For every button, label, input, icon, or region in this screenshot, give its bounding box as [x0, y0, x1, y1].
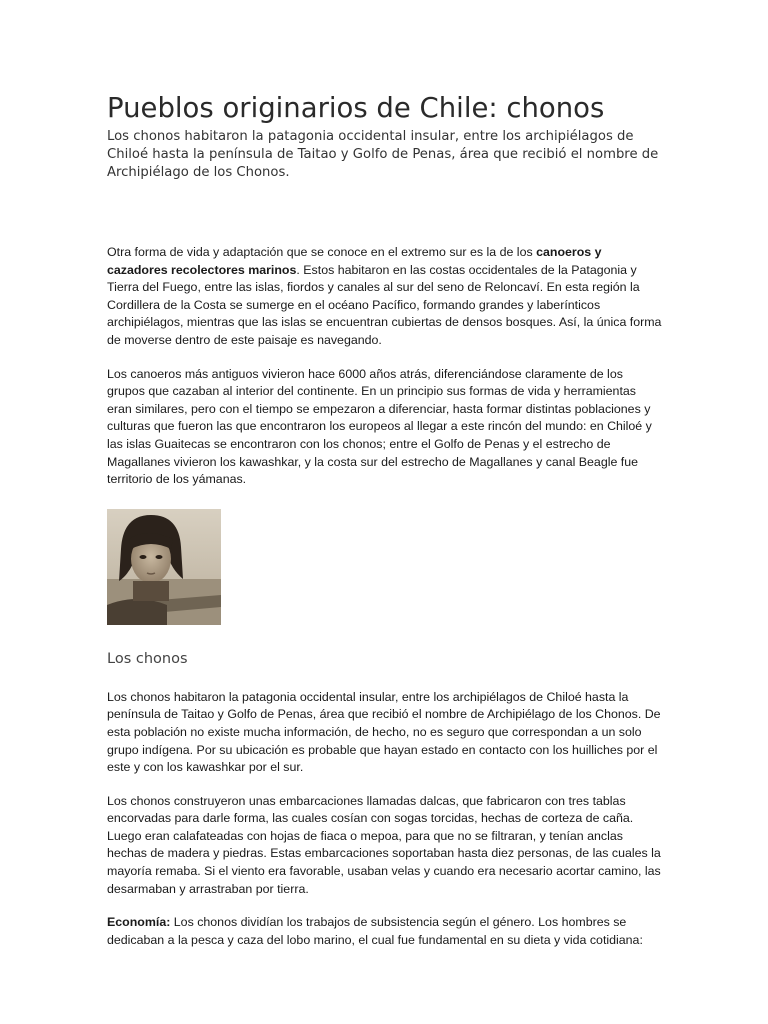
paragraph-canoeros-bold: canoeros y cazadores recolectores marinos: [107, 245, 602, 277]
paragraph-economia: [107, 914, 663, 949]
chono-child-photo-image: [107, 509, 221, 625]
paragraph-chonos-habitaron: Los chonos habitaron la patagonia occidental insular, entre los archipiélagos de Chiloé hasta la península de Taitao y Golfo de Penas, área que recibió el nombre de Archipiélago de los Chonos. De esta población no existe mucha información, de hecho, no es seguro que correspondan a un solo grupo indígena. Por su ubicación es probable que hayan estado en contacto con los huilliches por el este y con los kawashkar por el sur.: [107, 689, 661, 775]
paragraph-dalcas: Los chonos construyeron unas embarcaciones llamadas dalcas, que fabricaron con tres tablas encorvadas para darle forma, las cuales cosían con sogas torcidas, hechas de corteza de caña. Luego eran calafateadas con hojas de fiaca o mepoa, para que no se filtraran, y tenían anclas hechas de madera y piedras. Estas embarcaciones soportaban hasta diez personas, de las cuales la mayoría remaba. Si el viento era favorable, usaban velas y cuando era necesario acortar camino, las desarmaban y arrastraban por tierra.: [107, 793, 661, 896]
document-title: Pueblos originarios de Chile: chonos: [107, 92, 605, 124]
paragraph-canoeros-rest: . Estos habitaron en las costas occidentales de la Patagonia y Tierra del Fuego, entre las islas, fiordos y canales al sur del seno de Reloncaví. En esta región la Cordillera de la Costa se sumerge en el océano Pacífico, formando grandes y laberínticos archipiélagos, mientras que las islas se encuentran cubiertas de densos bosques. Así, la única forma de moverse dentro de este paisaje es navegando.: [107, 262, 662, 347]
paragraph-antiguos: Los canoeros más antiguos vivieron hace 6000 años atrás, diferenciándose claramente de los grupos que cazaban al interior del continente. En un principio sus formas de vida y herramientas eran similares, pero con el tiempo se empezaron a diferenciar, hasta formar distintas poblaciones y culturas que fueron las que encontraron los europeos al llegar a este rincón del mundo: en Chiloé y las islas Guaitecas se encontraron con los chonos; entre el Golfo de Penas y el estrecho de Magallanes vivieron los kawashkar, y la costa sur del estrecho de Magallanes y canal Beagle fue territorio de los yámanas.: [107, 366, 652, 487]
paragraph-canoeros: [107, 244, 663, 350]
paragraph-canoeros-intro: Otra forma de vida y adaptación que se conoce en el extremo sur es la de los: [107, 245, 537, 259]
section-title-chonos: Los chonos: [107, 650, 188, 667]
paragraph-economia-label: Economía:: [107, 915, 171, 930]
document-page: [107, 90, 663, 949]
lead-paragraph: Los chonos habitaron la patagonia occidental insular, entre los archipiélagos de Chiloé hasta la península de Taitao y Golfo de Penas, área que recibió el nombre de Archipiélago de los Chonos.: [107, 129, 659, 180]
paragraph-economia-text: Los chonos dividían los trabajos de subsistencia según el género. Los hombres se dedicaban a la pesca y caza del lobo marino, el cual fue fundamental en su dieta y vida cotidiana:: [107, 915, 643, 947]
chono-child-photo: [107, 509, 221, 625]
